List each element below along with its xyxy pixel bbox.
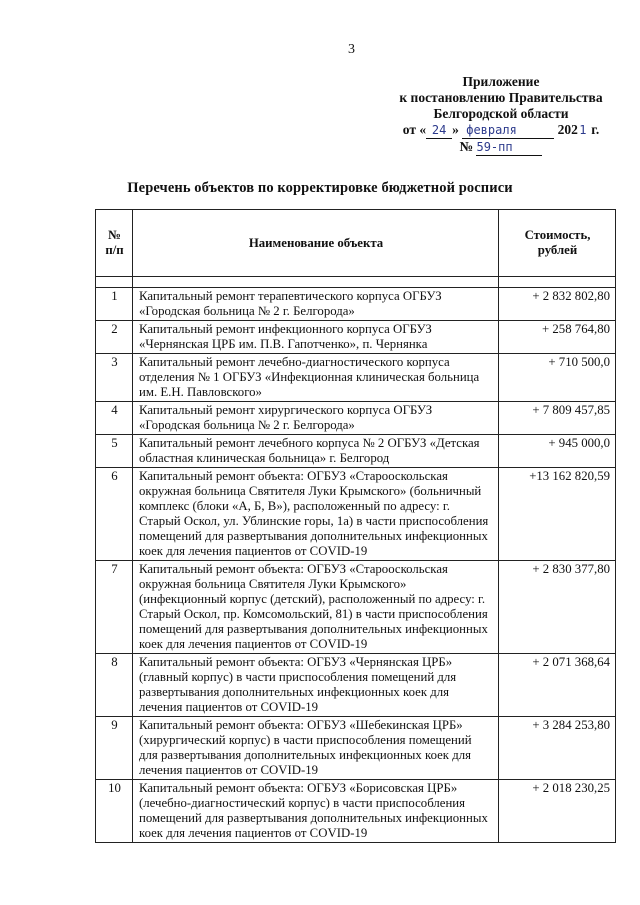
row-number: 6 (96, 468, 133, 561)
objects-table (95, 209, 616, 843)
row-cost: +13 162 820,59 (499, 468, 616, 561)
row-cost: + 710 500,0 (499, 354, 616, 402)
row-name: Капитальный ремонт лечебного корпуса № 2 ОГБУЗ «Детская областная клиническая больница» г. Белгород (133, 435, 499, 468)
appendix-block (390, 74, 612, 156)
row-cost: + 3 284 253,80 (499, 717, 616, 780)
appendix-resolution: к постановлению Правительства (399, 90, 603, 105)
row-cost: + 2 018 230,25 (499, 780, 616, 843)
row-number: 3 (96, 354, 133, 402)
date-day: 24 (426, 122, 452, 139)
row-name: Капитальный ремонт терапевтического корпуса ОГБУЗ «Городская больница № 2 г. Белгорода» (133, 288, 499, 321)
table-row (96, 321, 616, 354)
table-row (96, 561, 616, 654)
table-row (96, 468, 616, 561)
table-row (96, 402, 616, 435)
row-number: 2 (96, 321, 133, 354)
row-cost: + 7 809 457,85 (499, 402, 616, 435)
appendix-region: Белгородской области (433, 106, 569, 121)
row-cost: + 2 832 802,80 (499, 288, 616, 321)
row-number: 10 (96, 780, 133, 843)
table-row (96, 288, 616, 321)
row-name: Капитальный ремонт объекта: ОГБУЗ «Шебекинская ЦРБ» (хирургический корпус) в части приспособления помещений для развертывания дополнительных инфекционных коек для лечения пациентов от COVID-19 (133, 717, 499, 780)
date-month: февраля (462, 122, 554, 139)
appendix-number (390, 139, 612, 156)
date-year-suffix: 1 (579, 123, 587, 137)
row-name: Капитальный ремонт лечебно-диагностического корпуса отделения № 1 ОГБУЗ «Инфекционная клиническая больница им. Е.Н. Павловского» (133, 354, 499, 402)
number-label: № (459, 139, 474, 154)
header-cost: Стоимость, рублей (499, 210, 616, 277)
row-name: Капитальный ремонт объекта: ОГБУЗ «Борисовская ЦРБ» (лечебно-диагностический корпус) в части приспособления помещений для развертывания дополнительных инфекционных коек для лечения пациентов от COVID-19 (133, 780, 499, 843)
table-gap-row (96, 277, 616, 288)
table-row (96, 354, 616, 402)
row-name: Капитальный ремонт хирургического корпуса ОГБУЗ «Городская больница № 2 г. Белгорода» (133, 402, 499, 435)
header-number: № п/п (96, 210, 133, 277)
date-day-close: » (452, 122, 459, 137)
table-row (96, 717, 616, 780)
document-title: Перечень объектов по корректировке бюджетной росписи (127, 180, 513, 196)
number-value: 59-пп (476, 139, 542, 156)
table-row (96, 654, 616, 717)
date-from-label: от « (402, 122, 427, 137)
header-name: Наименование объекта (133, 210, 499, 277)
row-number: 8 (96, 654, 133, 717)
row-cost: + 945 000,0 (499, 435, 616, 468)
row-name: Капитальный ремонт объекта: ОГБУЗ «Старооскольская окружная больница Святителя Луки Крымского» (больничный комплекс (блоки «А, Б, В»), расположенный по адресу: г. Старый Оскол, ул. Ублинские горы, 1а) в части приспособления помещений для развертывания дополнительных инфекционных коек для лечения пациентов от COVID-19 (133, 468, 499, 561)
row-number: 9 (96, 717, 133, 780)
date-year-prefix: 202 (557, 122, 578, 137)
date-year-end: г. (591, 122, 600, 137)
appendix-title: Приложение (462, 74, 540, 89)
appendix-date (390, 122, 612, 139)
row-number: 1 (96, 288, 133, 321)
row-number: 4 (96, 402, 133, 435)
table-header-row (96, 210, 616, 277)
row-name: Капитальный ремонт объекта: ОГБУЗ «Старооскольская окружная больница Святителя Луки Крымского» (инфекционный корпус (детский), расположенный по адресу: г. Старый Оскол, пр. Комсомольский, 81) в части приспособления помещений для развертывания дополнительных инфекционных коек для лечения пациентов от COVID-19 (133, 561, 499, 654)
row-name: Капитальный ремонт инфекционного корпуса ОГБУЗ «Чернянская ЦРБ им. П.В. Гапотченко», п. Чернянка (133, 321, 499, 354)
row-cost: + 2 071 368,64 (499, 654, 616, 717)
page-number: 3 (348, 42, 355, 57)
row-cost: + 2 830 377,80 (499, 561, 616, 654)
row-name: Капитальный ремонт объекта: ОГБУЗ «Чернянская ЦРБ» (главный корпус) в части приспособления помещений для развертывания дополнительных инфекционных коек для лечения пациентов от COVID-19 (133, 654, 499, 717)
row-cost: + 258 764,80 (499, 321, 616, 354)
row-number: 5 (96, 435, 133, 468)
table-row (96, 780, 616, 843)
row-number: 7 (96, 561, 133, 654)
table-row (96, 435, 616, 468)
